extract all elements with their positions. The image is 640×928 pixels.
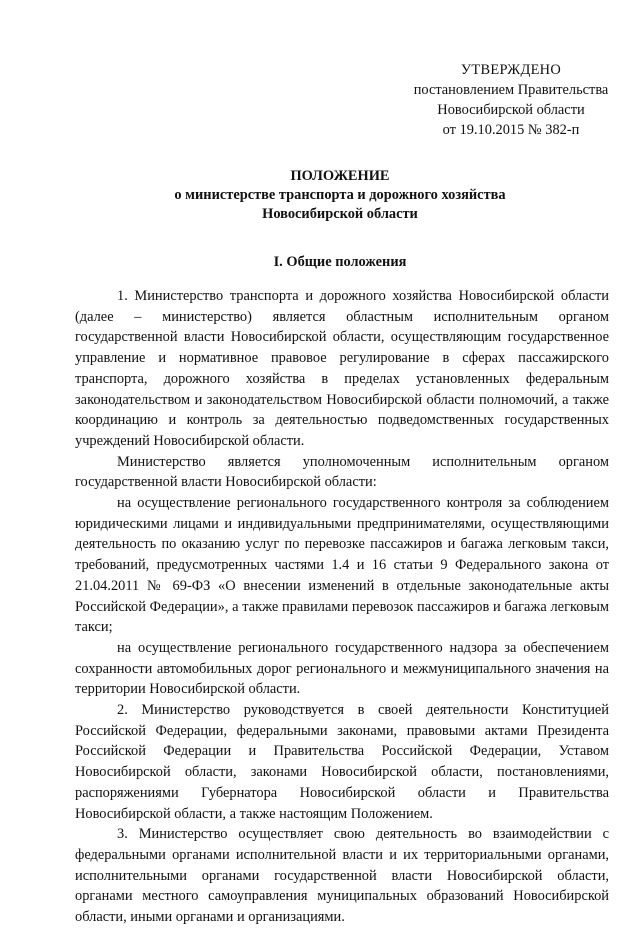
approval-line-2: Новосибирской области (437, 102, 585, 118)
title-line-2: о министерстве транспорта и дорожного хозяйства (174, 187, 506, 203)
section-heading: I. Общие положения (273, 254, 407, 270)
approval-stamp (396, 60, 626, 140)
document-title (60, 167, 620, 224)
approval-line-1: постановлением Правительства (413, 82, 609, 98)
title-line-1: ПОЛОЖЕНИЕ (290, 168, 390, 184)
paragraph-2: Министерство является уполномоченным исполнительным органом государственной власти Новосибирской области: (75, 453, 609, 491)
paragraph-5: 2. Министерство руководствуется в своей деятельности Конституцией Российской Федерации, федеральными законами, правовыми актами Президента Российской Федерации и Правительства Российской Федерации, Уставом Новосибирской области, законами Новосибирской области, постановлениями, распоряжениями Губернатора Новосибирской области и Правительства Новосибирской области, а также настоящим Положением. (75, 702, 609, 822)
paragraph-6: 3. Министерство осуществляет свою деятельность во взаимодействии с федеральными органами исполнительной власти и их территориальными органами, исполнительными органами государственной власти Новосибирской области, органами местного самоуправления муниципальных образований Новосибирской области, иными органами и организациями. (75, 826, 609, 926)
approval-heading: УТВЕРЖДЕНО (460, 62, 562, 78)
paragraph-4: на осуществление регионального государственного надзора за обеспечением сохранности автомобильных дорог регионального и межмуниципального значения на территории Новосибирской области. (75, 639, 609, 698)
approval-line-3: от 19.10.2015 № 382-п (442, 122, 580, 138)
title-line-3: Новосибирской области (262, 206, 418, 222)
document-body (75, 286, 609, 928)
paragraph-3: на осуществление регионального государственного контроля за соблюдением юридическими лицами и индивидуальными предпринимателями, осуществляющими деятельность по оказанию услуг по перевозке пассажиров и багажа легковым такси, требований, предусмотренных частями 1.4 и 16 статьи 9 Федерального закона от 21.04.2011 № 69-ФЗ «О внесении изменений в отдельные законодательные акты Российской Федерации», а также правилами перевозок пассажиров и багажа легковым такси; (75, 495, 609, 636)
paragraph-1: 1. Министерство транспорта и дорожного хозяйства Новосибирской области (далее – министерство) является областным исполнительным органом государственной власти Новосибирской области, осуществляющим государственное управление и нормативное правовое регулирование в сферах пассажирского транспорта, дорожного хозяйства в пределах установленных федеральным законодательством и законодательством Новосибирской области полномочий, а также координацию и контроль за деятельностью подведомственных государственных учреждений Новосибирской области. (75, 288, 609, 449)
